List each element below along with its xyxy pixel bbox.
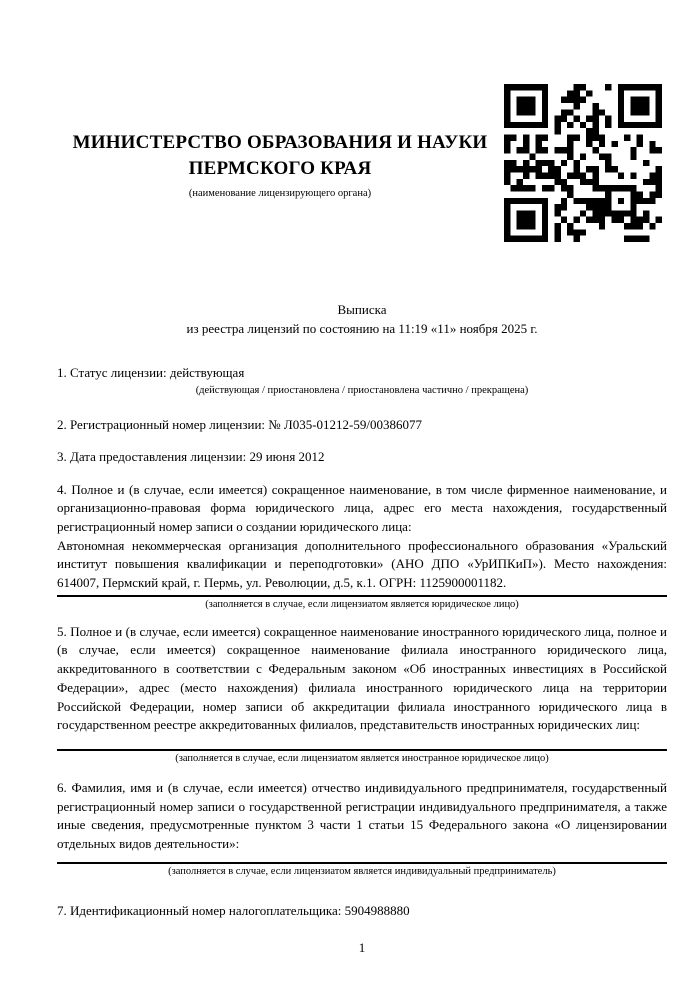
fill-in-line <box>57 862 667 864</box>
foreign-entity-caption: (заполняется в случае, если лицензиатом является иностранное юридическое лицо) <box>175 752 549 764</box>
fill-in-line <box>57 749 667 751</box>
fill-in-line <box>57 595 667 597</box>
item-license-status <box>57 364 667 397</box>
legal-entity-caption: (заполняется в случае, если лицензиатом является юридическое лицо) <box>205 598 519 610</box>
authority-name-caption: (наименование лицензирующего органа) <box>188 188 372 199</box>
foreign-entity-question: 5. Полное и (в случае, если имеется) сокращенное наименование иностранного юридического лица, полное и (в случае, если имеется) сокращенное наименование филиала иностранного юридического лица, аккредитованного в соответствии с Федеральным законом «Об иностранных инвестициях в Российской Федерации», адрес (место нахождения) филиала иностранного юридического лица на территории Российской Федерации, номер записи об аккредитации филиала иностранного юридического лица в государственном реестре аккредитованных филиалов, представительств иностранных юридических лиц: <box>57 623 667 733</box>
item-legal-entity <box>57 481 667 611</box>
item-entrepreneur <box>57 779 667 878</box>
document-subtitle: из реестра лицензий по состоянию на 11:19 «11» ноября 2025 г. <box>186 320 538 336</box>
license-status-options-caption: (действующая / приостановлена / приостановлена частично / прекращена) <box>195 385 529 397</box>
item-foreign-entity <box>57 623 667 765</box>
legal-entity-answer: Автономная некоммерческая организация дополнительного профессионального образования «Уральский институт повышения квалификации и переподготовки» (АНО ДПО «УрИПКиП»). Место нахождения: 614007, Пермский край, г. Пермь, ул. Революции, д.5, к.1. ОГРН: 1125900001182. <box>57 537 667 591</box>
item-license-date: 3. Дата предоставления лицензии: 29 июня 2012 <box>57 448 325 464</box>
ministry-name-line1: МИНИСТЕРСТВО ОБРАЗОВАНИЯ И НАУКИ <box>72 132 488 153</box>
license-status-text: 1. Статус лицензии: действующая <box>57 365 245 381</box>
ministry-name-line2: ПЕРМСКОГО КРАЯ <box>188 158 372 179</box>
document-title: Выписка <box>337 302 387 317</box>
document-title-block <box>57 301 667 338</box>
item-license-number: 2. Регистрационный номер лицензии: № Л035-01212-59/00386077 <box>57 417 423 433</box>
legal-entity-question: 4. Полное и (в случае, если имеется) сокращенное наименование, в том числе фирменное наименование, и организационно-правовая форма юридического лица, адрес его места нахождения, государственный регистрационный номер записи о создании юридического лица: <box>57 481 667 534</box>
entrepreneur-question: 6. Фамилия, имя и (в случае, если имеется) отчество индивидуального предпринимателя, государственный регистрационный номер записи о государственной регистрации индивидуального предпринимателя, а также иные сведения, предусмотренные пунктом 3 части 1 статьи 15 Федерального закона «О лицензировании отдельных видов деятельности»: <box>57 779 667 852</box>
entrepreneur-caption: (заполняется в случае, если лицензиатом является индивидуальный предприниматель) <box>168 865 556 877</box>
document-body <box>57 0 667 958</box>
item-taxpayer-number: 7. Идентификационный номер налогоплательщика: 5904988880 <box>57 902 410 918</box>
empty-answer-space <box>57 854 667 860</box>
page-number: 1 <box>358 940 366 956</box>
empty-answer-space <box>57 735 667 747</box>
